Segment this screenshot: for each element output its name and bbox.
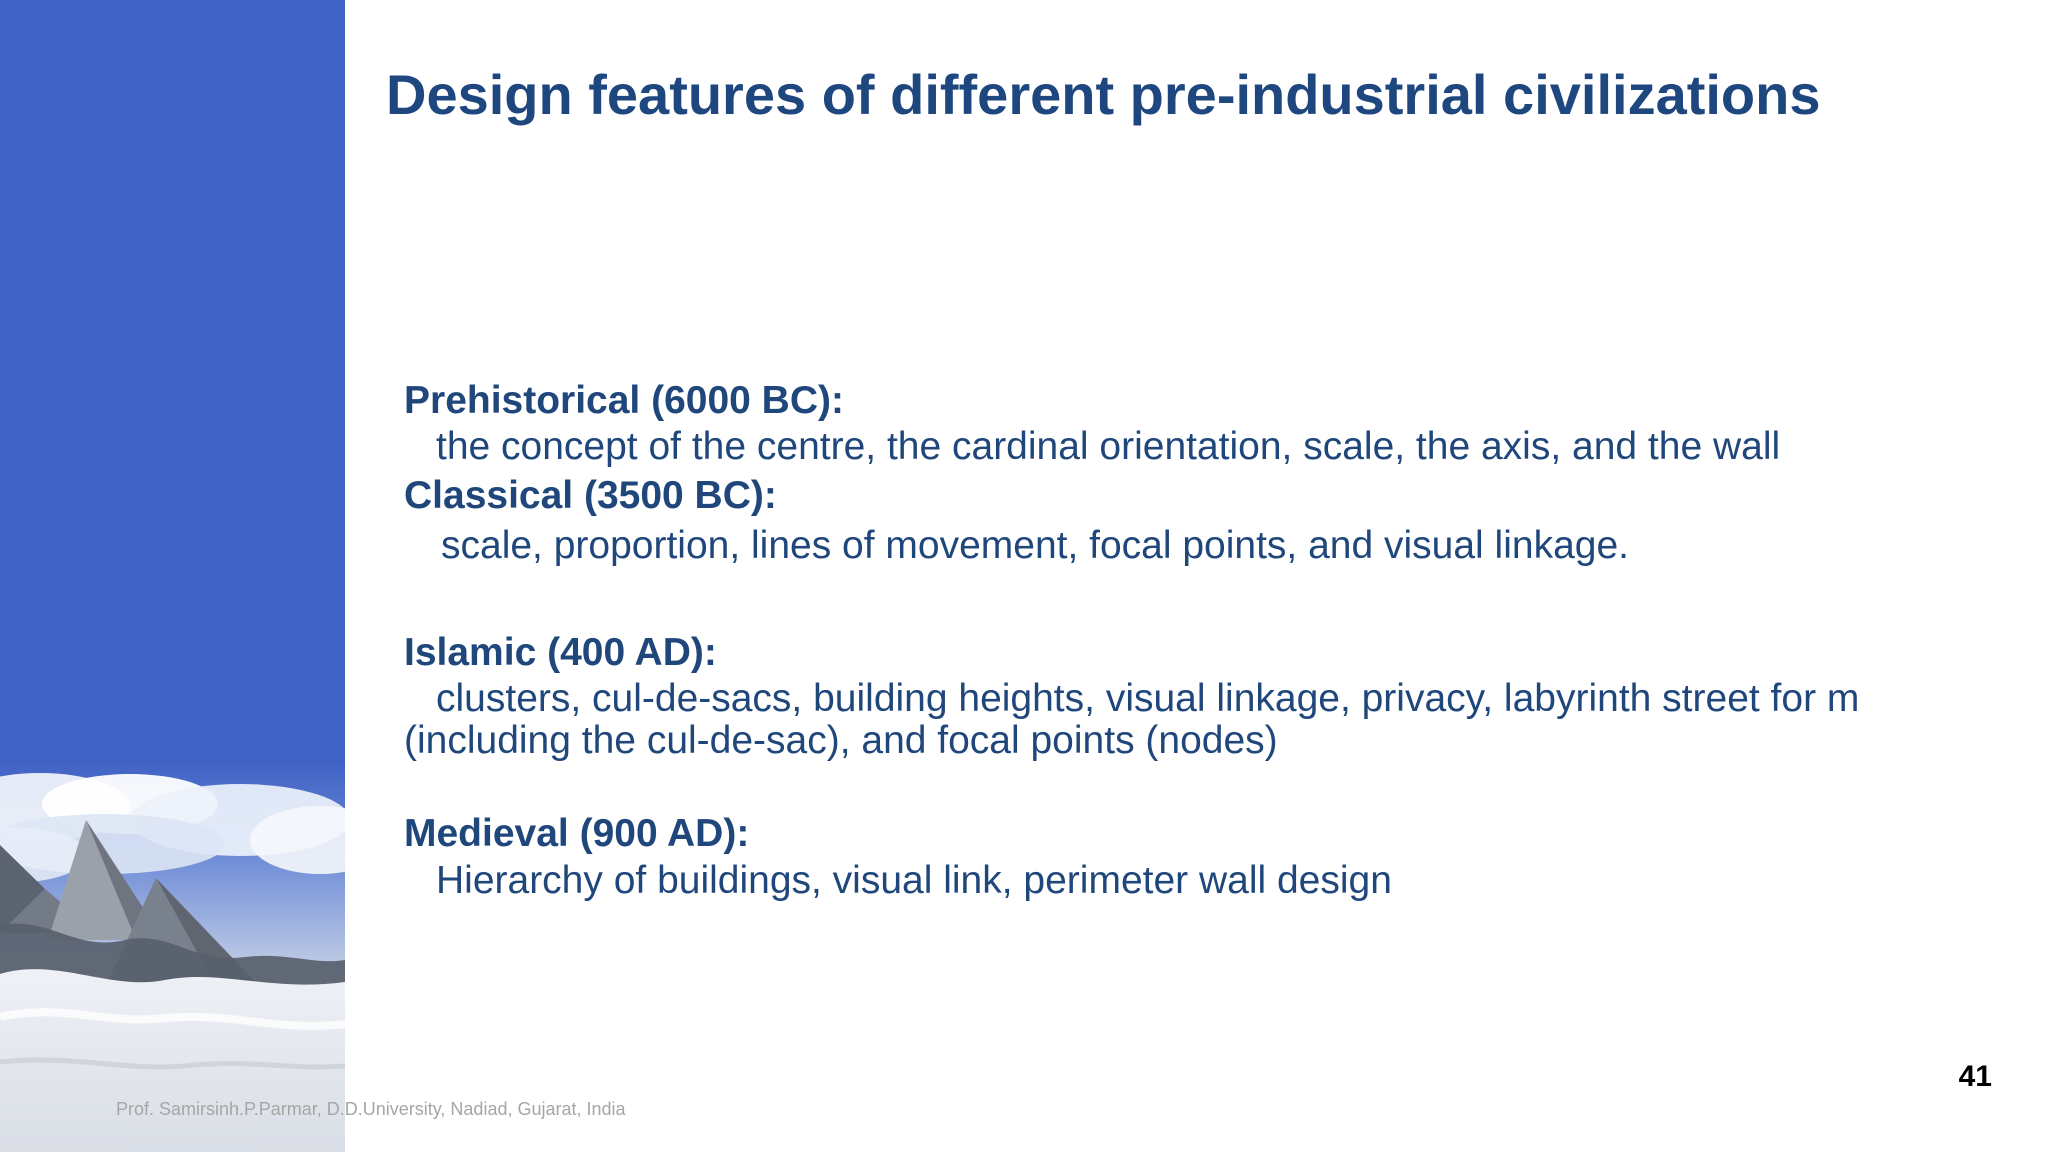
slide-title: Design features of different pre-industrial civilizations — [386, 63, 1821, 126]
islamic-heading: Islamic (400 AD): — [404, 631, 717, 674]
prehistorical-heading: Prehistorical (6000 BC): — [404, 379, 844, 422]
classical-description: scale, proportion, lines of movement, focal points, and visual linkage. — [441, 524, 1629, 567]
presenter-footer: Prof. Samirsinh.P.Parmar, D.D.University, Nadiad, Gujarat, India — [116, 1099, 626, 1119]
islamic-description: clusters, cul-de-sacs, building heights, visual linkage, privacy, labyrinth street for m (including the cul-de-sac), and focal points (nodes) — [404, 677, 1860, 763]
medieval-description: Hierarchy of buildings, visual link, perimeter wall design — [436, 859, 1392, 902]
classical-heading: Classical (3500 BC): — [404, 474, 777, 517]
medieval-heading: Medieval (900 AD): — [404, 812, 750, 855]
slide-page-number: 41 — [1958, 1060, 1992, 1093]
prehistorical-description: the concept of the centre, the cardinal orientation, scale, the axis, and the wall — [436, 425, 1781, 468]
